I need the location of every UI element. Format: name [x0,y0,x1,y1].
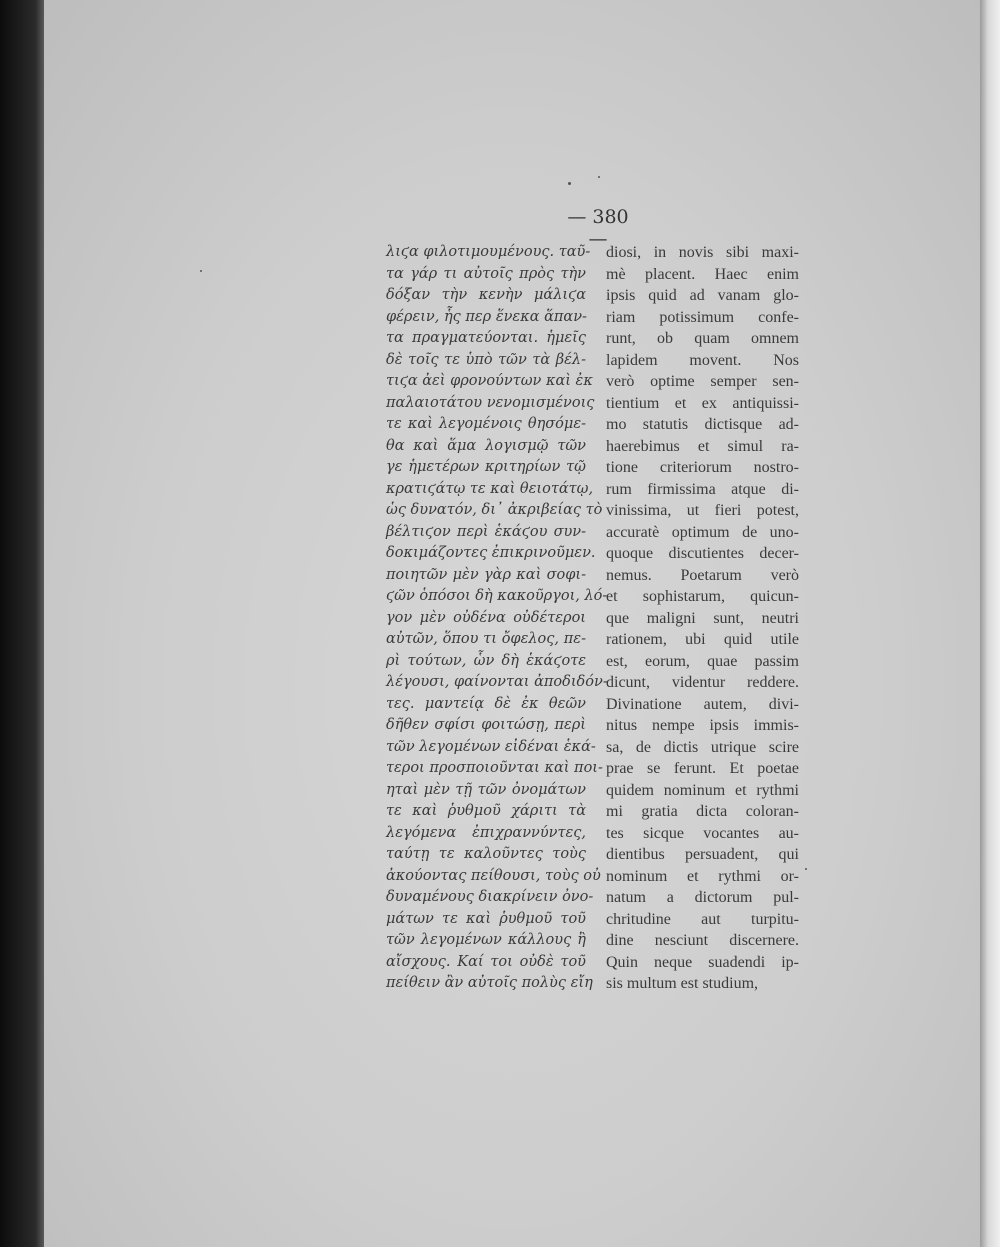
paper-speck [805,868,807,870]
latin-text-line: nominum et rythmi or- [606,867,799,885]
latin-text-line: prae se ferunt. Et poetae [606,760,799,777]
page-number: — 380 — [567,206,629,250]
greek-text-line: τῶν λεγομένων κάλλους ἢ [386,932,586,948]
greek-text-line: γε ἡμετέρων κριτηρίων τῷ [386,459,586,475]
greek-text-line: παλαιοτάτου νενομισμένοις [386,394,595,411]
latin-text-line: que maligni sunt, neutri [606,609,799,627]
greek-text-line: ἀκούοντας πείθουσι, τοὺς οὐ [386,867,601,884]
latin-text-line: quoque discutientes decer- [606,545,799,562]
latin-text-line: diosi, in novis sibi maxi- [606,244,799,261]
latin-text-line: vinissima, ut fieri potest, [606,502,799,519]
latin-text-line: dine nesciunt discernere. [606,932,799,949]
greek-text-line: αἴσχους. Καί τοι οὐδὲ τοῦ [386,953,586,970]
latin-text-line: rationem, ubi quid utile [606,631,799,648]
latin-text-line: tientium et ex antiquissi- [606,394,799,412]
latin-text-line: riam potissimum confe- [606,308,799,326]
greek-text-line: τε καὶ λεγομένοις θησόμε- [386,416,586,432]
greek-text-line: λιϛα φιλοτιμουμένους. ταῦ- [386,244,591,260]
latin-text-line: rum firmissima atque di- [606,480,799,498]
latin-text-column [606,242,799,995]
greek-text-line: τεροι προσποιοῦνται καὶ ποι- [386,760,603,776]
greek-text-line: ταύτῃ τε καλοῦντες τοὺς [386,846,586,862]
latin-text-line: Divinatione autem, divi- [606,695,799,713]
paper-speck [598,176,600,178]
greek-text-line: τες. μαντείᾳ δὲ ἐκ θεῶν [386,695,586,712]
greek-text-line: λέγουσι, φαίνονται ἀποδιδόν- [386,674,608,690]
greek-text-line: δῆθεν σφίσι φοιτώσῃ, περὶ [386,717,586,733]
latin-text-line: tes sicque vocantes au- [606,824,799,842]
greek-text-line: τα πραγματεύονται. ἡμεῖς [386,330,586,346]
latin-text-line: natum a dictorum pul- [606,889,799,906]
paper-speck [568,182,571,185]
greek-text-line: τα γάρ τι αὐτοῖς πρὸς τὴν [386,265,586,282]
greek-text-line: ϛῶν ὁπόσοι δὴ κακοῦργοι, λό- [386,588,608,604]
latin-text-line: lapidem movent. Nos [606,351,799,369]
latin-text-line: verò optime semper sen- [606,373,799,390]
paper-speck [200,270,202,272]
greek-text-line: πείθειν ἂν αὐτοῖς πολὺς εἴη [386,975,593,991]
latin-text-line: sis multum est studium, [606,975,759,992]
greek-text-line: λεγόμενα ἐπιχραννύντες, [386,824,586,841]
greek-text-line: δοκιμάζοντες ἐπικρινοῦμεν. [386,545,596,561]
greek-text-line: γον μὲν οὐδένα οὐδέτεροι [386,609,586,626]
greek-text-line: φέρειν, ἧς περ ἕνεκα ἅπαν- [386,308,587,325]
latin-text-line: nemus. Poetarum verò [606,566,799,584]
scan-right-border [980,0,1000,1247]
latin-text-line: Quin neque suadendi ip- [606,953,799,971]
latin-text-line: dientibus persuadent, qui [606,846,799,863]
greek-text-line: τῶν λεγομένων εἰδέναι ἑκά- [386,738,596,755]
greek-text-line: δυναμένους διακρίνειν ὀνο- [386,889,594,905]
greek-text-line: δόξαν τὴν κενὴν μάλιϛα [386,287,586,303]
greek-text-column [386,242,608,995]
latin-text-line: tione criteriorum nostro- [606,459,799,476]
greek-text-line: τιϛα ἀεὶ φρονούντων καὶ ἐκ [386,373,593,389]
greek-text-line: θα καὶ ἅμα λογισμῷ τῶν [386,437,586,454]
latin-text-line: ipsis quid ad vanam glo- [606,287,799,304]
latin-text-line: et sophistarum, quicun- [606,588,799,605]
scan-left-border [0,0,44,1247]
latin-text-line: mè placent. Haec enim [606,265,799,283]
greek-text-line: ηταὶ μὲν τῇ τῶν ὀνομάτων [386,781,586,798]
latin-text-line: quidem nominum et rythmi [606,781,799,799]
greek-text-line: βέλτιϛον περὶ ἑκάϛου συν- [386,523,586,540]
greek-text-line: τε καὶ ῥυθμοῦ χάριτι τὰ [386,803,586,819]
latin-text-line: dicunt, videntur reddere. [606,674,799,691]
latin-text-line: chritudine aut turpitu- [606,910,799,928]
greek-text-line: αὐτῶν, ὅπου τι ὄφελος, πε- [386,631,586,647]
latin-text-line: est, eorum, quae passim [606,652,799,670]
greek-text-line: κρατιϛάτῳ τε καὶ θειοτάτῳ, [386,480,594,497]
latin-text-line: mi gratia dicta coloran- [606,803,799,820]
latin-text-line: accuratè optimum de uno- [606,523,799,541]
greek-text-line: μάτων τε καὶ ῥυθμοῦ τοῦ [386,910,586,927]
latin-text-line: mo statutis dictisque ad- [606,416,799,433]
latin-text-line: nitus nempe ipsis immis- [606,717,799,734]
greek-text-line: ρὶ τούτων, ὧν δὴ ἑκάϛοτε [386,652,586,669]
latin-text-line: sa, de dictis utrique scire [606,738,799,756]
latin-text-line: runt, ob quam omnem [606,330,799,347]
greek-text-line: ποιητῶν μὲν γὰρ καὶ σοφι- [386,566,586,583]
latin-text-line: haerebimus et simul ra- [606,437,799,455]
greek-text-line: δὲ τοῖς τε ὑπὸ τῶν τὰ βέλ- [386,351,586,368]
greek-text-line: ὡς δυνατόν, δι᾽ ἀκριβείας τὸ [386,502,603,518]
